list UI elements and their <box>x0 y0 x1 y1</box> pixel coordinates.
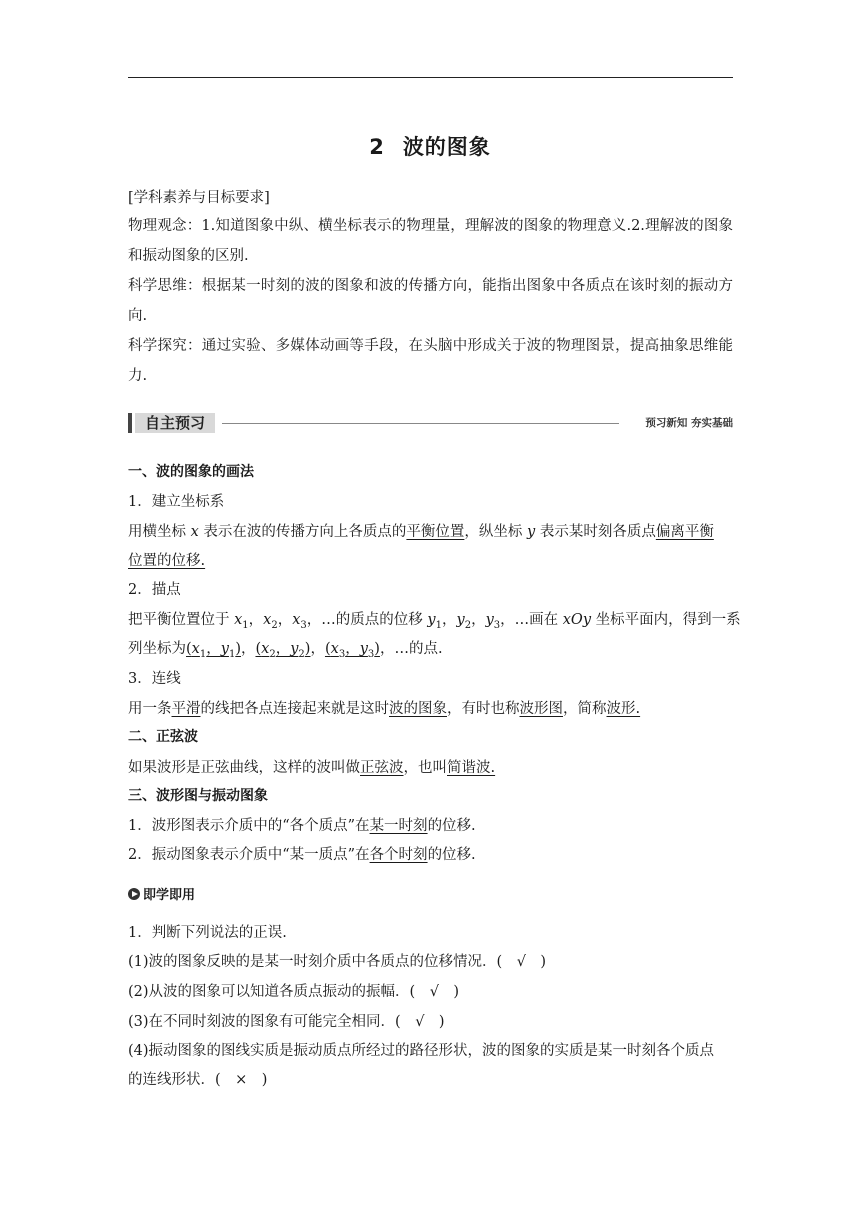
practice-item-2: (2)从波的图象可以知道各质点振动的振幅．( √ ) <box>128 984 460 1000</box>
answer-blank: 正弦波 <box>360 760 404 776</box>
banner-tag: 自主预习 <box>135 413 215 433</box>
paragraph-coordinates-cont <box>128 549 205 570</box>
answer-blank: ($x_1$，$y_1$) <box>186 641 241 660</box>
header-rule <box>128 77 733 78</box>
paragraph-plot-points: 把平衡位置位于 $x_1$，$x_2$，$x_3$，…的质点的位移 $y_1$，$y_2$，$y_3$，…画在 xOy 坐标平面内，得到一系 <box>128 612 741 631</box>
section-number: 2 <box>369 135 385 159</box>
subheading-plot-points: 2．描点 <box>128 582 181 598</box>
answer-blank: 偏离平衡 <box>655 524 714 540</box>
answer-blank: 波形图 <box>519 701 563 717</box>
answer-blank: 位置的位移. <box>128 553 206 569</box>
goal-thinking: 科学思维：根据某一时刻的波的图象和波的传播方向，能指出图象中各质点在该时刻的振动方向. <box>128 278 733 324</box>
answer-blank: 简谐波. <box>447 760 496 776</box>
practice-item-1: (1)波的图象反映的是某一时刻介质中各质点的位移情况．( √ ) <box>128 954 547 970</box>
section-banner <box>128 410 733 436</box>
banner-rule <box>222 423 619 424</box>
practice-item-4-cont: 的连线形状．( × ) <box>128 1072 268 1088</box>
paragraph-sine-wave: 如果波形是正弦曲线，这样的波叫做正弦波，也叫简谐波. <box>128 760 496 776</box>
answer-blank: 平滑 <box>171 701 201 717</box>
goal-inquiry: 科学探究：通过实验、多媒体动画等手段，在头脑中形成关于波的物理图景，提高抽象思维能力. <box>128 338 733 384</box>
paragraph-vibration-graph: 2．振动图象表示介质中“某一质点”在各个时刻的位移. <box>128 847 476 863</box>
answer-blank: ($x_2$，$y_2$) <box>255 641 311 660</box>
title-text: 波的图象 <box>402 135 491 159</box>
answer-blank: 波的图象 <box>389 701 447 717</box>
section-heading-3: 三、波形图与振动图象 <box>128 788 268 804</box>
answer-blank: 平衡位置 <box>406 524 465 540</box>
answer-blank: 波形. <box>606 701 641 717</box>
paragraph-connect: 用一条平滑的线把各点连接起来就是这时波的图象，有时也称波形图，简称波形. <box>128 701 641 717</box>
practice-item-4: (4)振动图象的图线实质是振动质点所经过的路径形状，波的图象的实质是某一时刻各个质点 <box>128 1043 715 1059</box>
answer-blank: ($x_3$，$y_3$) <box>324 641 380 660</box>
page-title <box>0 131 860 161</box>
subheading-connect: 3．连线 <box>128 671 181 687</box>
banner-accent-bar <box>128 413 132 433</box>
paragraph-plot-points-cont: 列坐标为($x_1$，$y_1$)，($x_2$，$y_2$)，($x_3$，$y_3$)，…的点. <box>128 641 443 660</box>
banner-subtitle: 预习新知 夯实基础 <box>645 417 733 429</box>
goals-header: [学科素养与目标要求] <box>128 190 270 206</box>
answer-blank: 各个时刻 <box>369 847 428 863</box>
practice-heading: 即学即用 <box>128 884 195 903</box>
section-heading-1: 一、波的图象的画法 <box>128 464 254 480</box>
practice-item-3: (3)在不同时刻波的图象有可能完全相同．( √ ) <box>128 1014 445 1030</box>
paragraph-coordinates: 用横坐标 x 表示在波的传播方向上各质点的平衡位置，纵坐标 y 表示某时刻各质点偏离平衡 <box>128 524 714 540</box>
answer-blank: 某一时刻 <box>369 818 428 834</box>
paragraph-waveform: 1．波形图表示介质中的“各个质点”在某一时刻的位移. <box>128 818 476 834</box>
play-circle-icon <box>128 888 140 900</box>
practice-question: 1．判断下列说法的正误. <box>128 925 287 941</box>
goal-concept: 物理观念：1.知道图象中纵、横坐标表示的物理量，理解波的图象的物理意义.2.理解波的图象和振动图象的区别. <box>128 218 733 264</box>
section-heading-2: 二、正弦波 <box>128 729 198 745</box>
subheading-coordinates: 1．建立坐标系 <box>128 494 225 510</box>
